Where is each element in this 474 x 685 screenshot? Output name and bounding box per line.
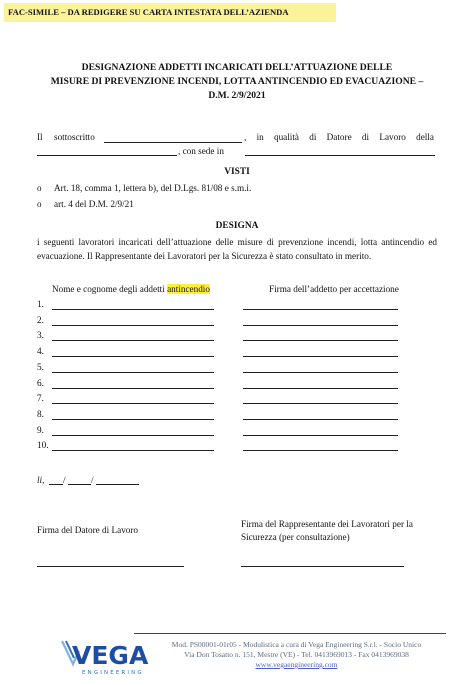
name-entry-line[interactable] bbox=[52, 435, 214, 436]
title-line-2: MISURE DI PREVENZIONE INCENDI, LOTTA ANTINCENDIO ED EVACUAZIONE – bbox=[50, 76, 424, 87]
date-separator: / bbox=[91, 475, 94, 485]
signature-entry-line[interactable] bbox=[243, 325, 398, 326]
signature-entry-line[interactable] bbox=[243, 372, 398, 373]
visti-item: art. 4 del D.M. 2/9/21 bbox=[54, 199, 134, 209]
name-entry-line[interactable] bbox=[52, 419, 214, 420]
designa-text-line-2: evacuazione. Il Rappresentante dei Lavoratori per la Sicurezza è stato consultato in merito. bbox=[37, 251, 372, 261]
name-blank-line[interactable] bbox=[104, 142, 242, 143]
intro-in-qualita: , in qualità di Datore di Lavoro della bbox=[244, 132, 434, 142]
row-number: 8. bbox=[37, 409, 44, 419]
name-entry-line[interactable] bbox=[52, 372, 214, 373]
name-entry-line[interactable] bbox=[52, 340, 214, 341]
footer-divider bbox=[134, 633, 446, 634]
visti-item: Art. 18, comma 1, lettera b), del D.Lgs. 81/08 e s.m.i. bbox=[54, 183, 252, 193]
column-header-signature: Firma dell’addetto per accettazione bbox=[269, 284, 399, 294]
location-blank-line[interactable] bbox=[245, 155, 435, 156]
date-separator: / bbox=[63, 475, 66, 485]
row-number: 10. bbox=[37, 440, 49, 450]
bullet-icon: o bbox=[37, 183, 42, 193]
row-number: 5. bbox=[37, 362, 44, 372]
row-number: 9. bbox=[37, 425, 44, 435]
row-number: 3. bbox=[37, 330, 44, 340]
title-line-3: D.M. 2/9/2021 bbox=[208, 90, 266, 101]
rls-signature-line[interactable] bbox=[241, 566, 404, 567]
name-entry-line[interactable] bbox=[52, 356, 214, 357]
name-entry-line[interactable] bbox=[52, 388, 214, 389]
column-header-names-text: Nome e cognome degli addetti bbox=[52, 284, 168, 294]
designa-heading: DESIGNA bbox=[215, 221, 259, 231]
signature-entry-line[interactable] bbox=[243, 356, 398, 357]
date-day-blank[interactable] bbox=[49, 484, 63, 485]
signature-entry-line[interactable] bbox=[243, 309, 398, 310]
employer-signature-line[interactable] bbox=[37, 566, 184, 567]
intro-sottoscritto: sottoscritto bbox=[54, 132, 95, 142]
footer-website-link[interactable]: www.vegaengineering.com bbox=[255, 660, 338, 669]
fac-simile-banner: FAC-SIMILE – DA REDIGERE SU CARTA INTESTATA DELL’AZIENDA bbox=[4, 3, 336, 22]
title-line-1: DESIGNAZIONE ADDETTI INCARICATI DELL’ATTUAZIONE DELLE bbox=[81, 62, 393, 73]
company-blank-line[interactable] bbox=[37, 155, 177, 156]
name-entry-line[interactable] bbox=[52, 309, 214, 310]
footer-line-1: Mod. PS00001-01r05 - Modulistica a cura di Vega Engineering S.r.l. - Socio Unico bbox=[171, 640, 422, 649]
date-month-blank[interactable] bbox=[68, 484, 91, 485]
footer-line-2: Via Don Tosatto n. 151, Mestre (VE) - Tel. 0413969013 - Fax 0413969038 bbox=[184, 650, 409, 659]
column-header-names bbox=[52, 284, 210, 294]
rls-signature-label-2: Sicurezza (per consultazione) bbox=[241, 532, 350, 542]
rls-signature-label-1: Firma del Rappresentante dei Lavoratori per la bbox=[241, 519, 413, 529]
signature-entry-line[interactable] bbox=[243, 403, 398, 404]
highlighted-word: antincendio bbox=[167, 284, 210, 294]
name-entry-line[interactable] bbox=[52, 403, 214, 404]
vega-logo-subtext: ENGINEERING bbox=[82, 670, 144, 676]
signature-entry-line[interactable] bbox=[243, 450, 398, 451]
date-year-blank[interactable] bbox=[96, 484, 139, 485]
date-prefix: li, bbox=[37, 475, 45, 485]
signature-entry-line[interactable] bbox=[243, 419, 398, 420]
name-entry-line[interactable] bbox=[52, 325, 214, 326]
row-number: 1. bbox=[37, 299, 44, 309]
intro-con-sede: , con sede in bbox=[178, 146, 224, 156]
intro-il: Il bbox=[37, 132, 43, 142]
row-number: 7. bbox=[37, 393, 44, 403]
visti-heading: VISTI bbox=[224, 167, 250, 177]
vega-logo-text: VEGA bbox=[72, 641, 149, 670]
signature-entry-line[interactable] bbox=[243, 388, 398, 389]
designa-text-line-1: i seguenti lavoratori incaricati dell’attuazione delle misure di prevenzione incendi, lotta antincendio ed bbox=[37, 237, 437, 247]
signature-entry-line[interactable] bbox=[243, 340, 398, 341]
employer-signature-label: Firma del Datore di Lavoro bbox=[37, 525, 139, 535]
bullet-icon: o bbox=[37, 199, 42, 209]
row-number: 6. bbox=[37, 378, 44, 388]
row-number: 4. bbox=[37, 346, 44, 356]
signature-entry-line[interactable] bbox=[243, 435, 398, 436]
row-number: 2. bbox=[37, 315, 44, 325]
name-entry-line[interactable] bbox=[52, 450, 214, 451]
